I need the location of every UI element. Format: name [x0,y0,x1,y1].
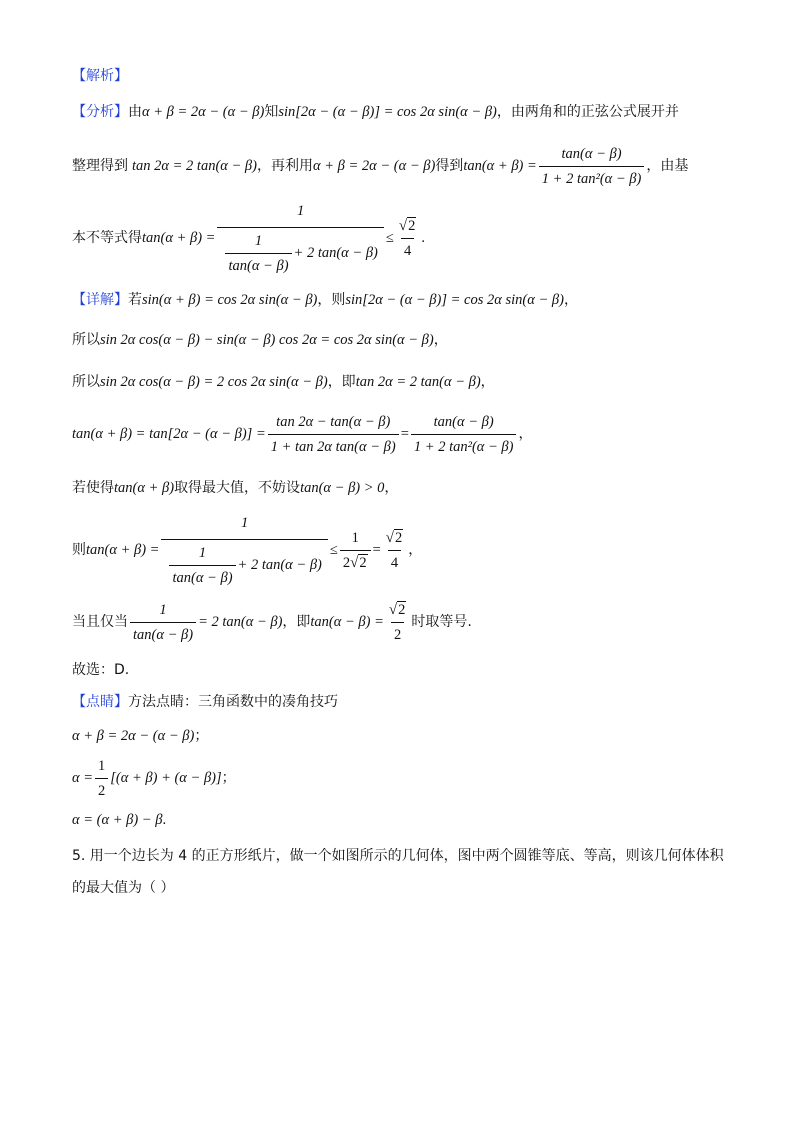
detail-line-4: tan(α + β) = tan[2α − (α − β)] = $\frac{\tan 2\alpha - \tan(\alpha - \beta)}{\text{1 + tan 2α tan(α − β)}}$ = $\frac{\tan(\alpha - \beta)}{\text{1 + 2 tan²(α − β)}}$ ， [72,413,533,455]
detail-line-3: 所以 sin 2α cos(α − β) = 2 cos 2α sin(α − β) ，即 tan 2α = 2 tan(α − β) ， [72,374,495,390]
detail-line-1: 【详解】 若 sin(α + β) = cos 2α sin(α − β) ，则 sin[2α − (α − β)] = cos 2α sin(α − β) ， [72,292,578,308]
analysis-line-3: 本不等式得 tan(α + β) = 1 $\frac{1}{\tan(\alpha - \beta)}$ + 2 tan(α − β) ≤ √ 2 4 . [72,202,425,274]
detail-tag: 【详解】 [72,292,128,308]
detail-line-5: 若使得 tan(α + β) 取得最大值，不妨设 tan(α − β) > 0 ， [72,480,399,496]
tip-tag: 【点睛】 [72,694,128,710]
fraction: $\frac{\tan 2\alpha - \tan(\alpha - \beta)}{\text{1 + tan 2α tan(α − β)}}$ [268,412,399,457]
fraction: $\frac{\tan(\alpha - \beta)}{\text{1 + 2 tan²(α − β)}}$ [411,412,517,457]
detail-line-7: 当且仅当 $\frac{1}{\tan(\alpha - \beta)}$ = 2 tan(α − β) ，即 tan(α − β) = √ 2 2 时取等号. [72,601,472,643]
compound-fraction: 1 $\frac{1}{\tan(\alpha - \beta)}$ + 2 tan(α − β) [217,201,383,276]
detail-line-6: 则 tan(α + β) = 1 $\frac{1}{\tan(\alpha - \beta)}$ + 2 tan(α − β) ≤ 1 2 √ 2 = √ 2 4 ， [72,514,423,586]
analysis-line-2: 整理得到 tan 2α = 2 tan(α − β) ，再利用 α + β = 2α − (α − β) 得到 tan(α + β) = $\frac{\tan(\alpha - \beta)}{\text{1 + 2 tan²(α − β)}}$ ，由基 [72,145,689,187]
sqrt-fraction: √ 2 2 [388,601,406,643]
tip-formula-3: α = (α + β) − β . [72,812,167,828]
fraction: $\frac{1}{\tan(\alpha - \beta)}$ [130,600,196,645]
detail-line-2: 所以 sin 2α cos(α − β) − sin(α − β) cos 2α = cos 2α sin(α − β) ， [72,332,448,348]
fraction: 1 2 √ 2 [340,528,371,573]
tip-line: 【点睛】 方法点睛：三角函数中的凑角技巧 [72,694,338,710]
angle-identity: α + β = 2α − (α − β) [142,104,265,120]
question-5-line-1: 5. 用一个边长为 4 的正方形纸片，做一个如图所示的几何体，图中两个圆锥等底、等高，则该几何体体积 [72,848,724,864]
sqrt-fraction: √ 2 4 [398,217,416,259]
solution-heading: 【解析】 [72,68,128,84]
sine-identity: sin[2α − (α − β)] = cos 2α sin(α − β) [278,104,497,120]
analysis-tag: 【分析】 [72,104,128,120]
compound-fraction: 1 $\frac{1}{\tan(\alpha - \beta)}$ + 2 tan(α − β) [161,513,327,588]
tip-formula-2: α = $\frac{1}{2}$ [(α + β) + (α − β)] ； [72,757,236,799]
tan-relation: tan 2α = 2 tan(α − β) [132,158,257,174]
question-5-line-2: 的最大值为（ ） [72,880,175,896]
inner-fraction: $\frac{1}{\tan(\alpha - \beta)}$ [225,231,291,276]
inner-fraction: $\frac{1}{\tan(\alpha - \beta)}$ [169,543,235,588]
fraction: $\frac{\tan(\alpha - \beta)}{\text{1 + 2 tan²(α − β)}}$ [539,144,645,189]
half-fraction: $\frac{1}{2}$ [95,756,108,801]
tip-formula-1: α + β = 2α − (α − β) ； [72,728,209,744]
analysis-line-1: 【分析】 由 α + β = 2α − (α − β) 知 sin[2α − (α − β)] = cos 2α sin(α − β) ，由两角和的正弦公式展开并 [72,104,679,120]
sqrt-fraction: √ 2 4 [385,529,403,571]
answer-choice: 故选：D. [72,662,130,678]
